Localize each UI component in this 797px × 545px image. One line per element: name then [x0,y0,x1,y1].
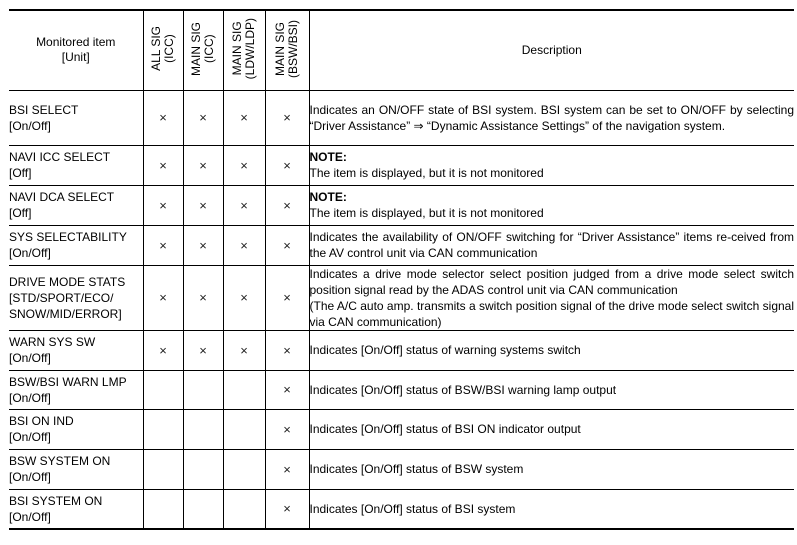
signal-applicability-mark: × [265,145,309,185]
description-text: The item is displayed, but it is not monitored [309,206,544,220]
table-row [9,185,794,225]
signal-applicability-mark: × [265,330,309,370]
description-text: (The A/C auto amp. transmits a switch position signal of the drive mode select switch signal via CAN communication) [309,298,794,329]
description-cell [309,330,794,370]
description-cell [309,409,794,449]
description-text: Indicates [On/Off] status of BSI system [309,501,516,516]
table-row [9,489,794,529]
signal-applicability-mark: × [265,90,309,145]
signal-applicability-mark [223,370,265,409]
table-row [9,225,794,265]
table-row [9,265,794,330]
sig-header-line1: MAIN SIG [273,21,287,76]
table-row [9,409,794,449]
table-body [9,90,794,529]
signal-applicability-mark: × [223,145,265,185]
monitored-item-name: BSI ON IND [9,414,74,428]
signal-applicability-mark [183,370,223,409]
monitored-item-cell [9,409,143,449]
signal-applicability-mark [143,370,183,409]
monitored-item-name: WARN SYS SW [9,335,96,349]
monitored-item-name: NAVI DCA SELECT [9,190,115,204]
signal-applicability-mark: × [143,265,183,330]
monitor-item-table [9,9,794,530]
monitored-item-header-line1: Monitored item [36,35,116,50]
description-header: Description [309,10,794,90]
note-label: NOTE: [309,190,347,204]
signal-applicability-mark: × [223,265,265,330]
signal-applicability-mark [183,409,223,449]
signal-applicability-mark: × [223,330,265,370]
description-text: Indicates [On/Off] status of BSI ON indicator output [309,422,581,436]
signal-applicability-mark [143,489,183,529]
monitored-item-cell [9,449,143,489]
monitored-item-name: BSI SYSTEM ON [9,493,103,508]
description-text: Indicates an ON/OFF state of BSI system. BSI system can be set to ON/OFF by selecting “Driver Assistance” ⇒ “Dynamic Assistance Settings” of the navigation system. [309,102,794,133]
table-row [9,145,794,185]
monitored-item-cell [9,225,143,265]
table-header-row [9,10,794,90]
description-cell [309,265,794,330]
monitored-item-cell [9,90,143,145]
description-text: Indicates [On/Off] status of BSW system [309,462,524,476]
monitored-item-unit: [On/Off] [9,430,51,444]
signal-applicability-mark: × [143,225,183,265]
all-sig-icc-header [143,10,183,90]
description-text: Indicates [On/Off] status of BSW/BSI warning lamp output [309,382,617,397]
table-row [9,370,794,409]
monitored-item-name: SYS SELECTABILITY [9,230,127,244]
main-sig-bsw-bsi-header [265,10,309,90]
signal-applicability-mark: × [265,185,309,225]
monitored-item-unit: [Off] [9,166,32,180]
signal-applicability-mark: × [183,145,223,185]
table-row [9,449,794,489]
description-text: Indicates [On/Off] status of warning systems switch [309,343,581,357]
signal-applicability-mark: × [265,409,309,449]
signal-applicability-mark: × [265,265,309,330]
description-cell [309,370,794,409]
monitored-item-cell [9,265,143,330]
description-cell [309,489,794,529]
description-cell [309,449,794,489]
sig-header-line1: MAIN SIG [230,21,244,76]
signal-applicability-mark: × [265,370,309,409]
monitored-item-unit: [STD/SPORT/ECO/ [9,290,114,305]
monitored-item-unit: [On/Off] [9,118,51,133]
signal-applicability-mark: × [183,90,223,145]
main-sig-ldw-ldp-header [223,10,265,90]
sig-header-line2: (BSW/BSI) [286,19,300,78]
monitored-item-header [9,10,143,90]
signal-applicability-mark [223,449,265,489]
description-cell [309,185,794,225]
monitored-item-cell [9,330,143,370]
monitored-item-cell [9,489,143,529]
signal-applicability-mark: × [143,145,183,185]
monitored-item-unit: SNOW/MID/ERROR] [9,306,122,321]
main-sig-icc-header [183,10,223,90]
signal-applicability-mark: × [223,185,265,225]
signal-applicability-mark [143,409,183,449]
monitored-item-unit: [On/Off] [9,470,51,484]
description-cell [309,225,794,265]
description-text: The item is displayed, but it is not monitored [309,166,544,180]
signal-applicability-mark: × [265,489,309,529]
monitored-item-name: NAVI ICC SELECT [9,150,111,164]
signal-applicability-mark: × [183,185,223,225]
signal-applicability-mark: × [223,90,265,145]
monitored-item-header-unit: [Unit] [61,50,90,65]
table-row [9,90,794,145]
signal-applicability-mark: × [183,330,223,370]
monitored-item-name: DRIVE MODE STATS [9,274,126,289]
description-text: Indicates the availability of ON/OFF switching for “Driver Assistance” items re-ceived from the AV control unit via CAN communication [309,230,794,260]
signal-applicability-mark: × [143,90,183,145]
signal-applicability-mark: × [143,185,183,225]
signal-applicability-mark: × [223,225,265,265]
signal-applicability-mark [183,489,223,529]
monitored-item-name: BSW SYSTEM ON [9,454,111,468]
sig-header-line1: ALL SIG [149,26,163,72]
description-cell [309,145,794,185]
monitored-item-unit: [Off] [9,206,32,220]
monitored-item-unit: [On/Off] [9,390,51,405]
signal-applicability-mark: × [183,265,223,330]
monitored-item-name: BSI SELECT [9,102,79,117]
signal-applicability-mark: × [265,225,309,265]
monitored-item-unit: [On/Off] [9,509,51,524]
sig-header-line2: (ICC) [202,34,216,64]
signal-applicability-mark: × [143,330,183,370]
sig-header-line1: MAIN SIG [189,21,203,76]
description-text: Indicates a drive mode selector select position judged from a drive mode select switch position signal read by the ADAS control unit via CAN communication [309,266,794,297]
signal-applicability-mark: × [265,449,309,489]
signal-applicability-mark [183,449,223,489]
signal-applicability-mark: × [183,225,223,265]
signal-applicability-mark [223,409,265,449]
monitored-item-cell [9,145,143,185]
sig-header-line2: (ICC) [162,34,176,64]
monitored-item-cell [9,185,143,225]
monitored-item-cell [9,370,143,409]
monitored-item-unit: [On/Off] [9,246,51,260]
table-row [9,330,794,370]
monitored-item-unit: [On/Off] [9,351,51,365]
sig-header-line2: (LDW/LDP) [243,18,257,80]
description-cell [309,90,794,145]
note-label: NOTE: [309,150,347,164]
monitored-item-name: BSW/BSI WARN LMP [9,374,127,389]
signal-applicability-mark [223,489,265,529]
signal-applicability-mark [143,449,183,489]
